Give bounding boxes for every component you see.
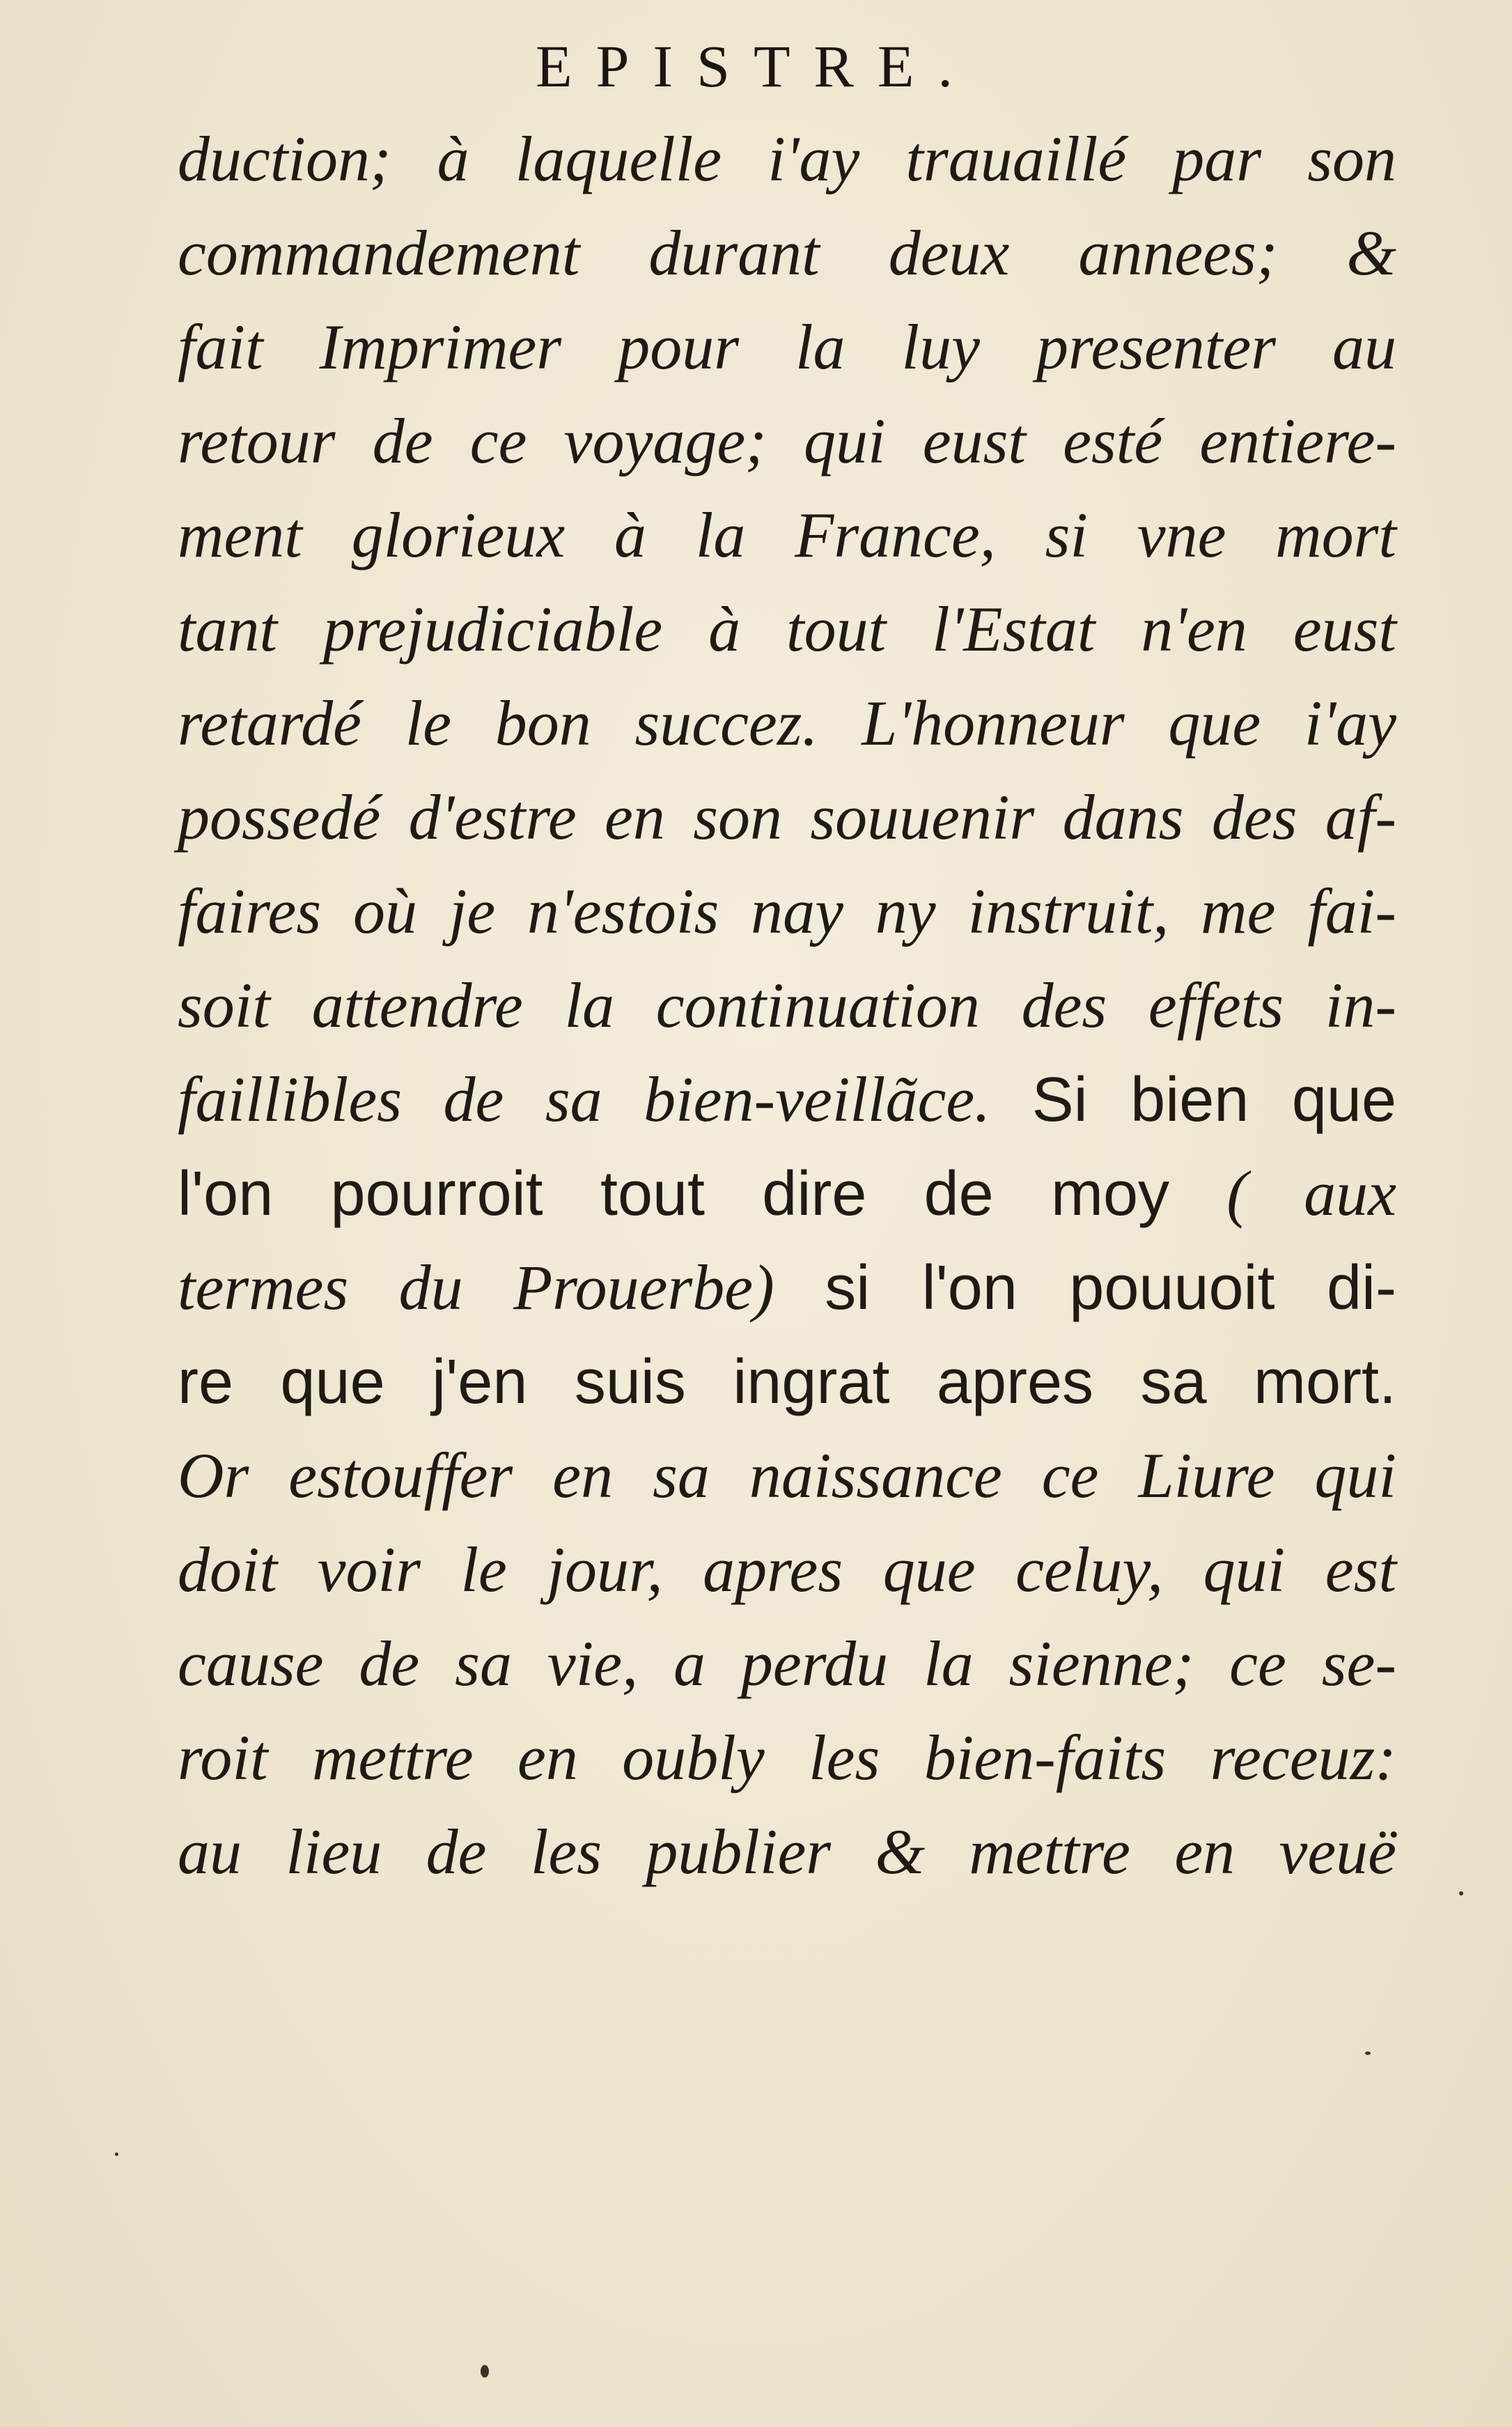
text-line bbox=[178, 394, 1396, 488]
italic-text-segment: duction; à laquelle i'ay trauaillé par son bbox=[178, 123, 1396, 194]
text-line bbox=[178, 1710, 1396, 1804]
italic-text-segment: doit voir le jour, apres que celuy, qui est bbox=[178, 1534, 1396, 1605]
text-line bbox=[178, 300, 1396, 394]
text-line bbox=[178, 1428, 1396, 1522]
page-text-block bbox=[178, 111, 1396, 1898]
italic-text-segment: soit attendre la continuation des effets in- bbox=[178, 970, 1396, 1041]
roman-text-segment: Si bien que bbox=[1031, 1065, 1396, 1135]
italic-text-segment: retour de ce voyage; qui eust esté entiere- bbox=[178, 405, 1396, 476]
text-line bbox=[178, 582, 1396, 676]
italic-text-segment: cause de sa vie, a perdu la sienne; ce se- bbox=[178, 1628, 1396, 1699]
italic-text-segment: retardé le bon succez. L'honneur que i'ay bbox=[178, 688, 1396, 759]
roman-text-segment: l'on pourroit tout dire de moy bbox=[178, 1159, 1227, 1229]
italic-text-segment: commandement durant deux annees; & bbox=[178, 217, 1396, 288]
text-line bbox=[178, 1804, 1396, 1898]
italic-text-segment: faires où je n'estois nay ny instruit, me fai- bbox=[178, 876, 1396, 947]
text-line bbox=[178, 864, 1396, 958]
italic-text-segment: roit mettre en oubly les bien-faits receuz: bbox=[178, 1722, 1396, 1793]
text-line bbox=[178, 1052, 1396, 1146]
running-head: EPISTRE. bbox=[536, 33, 976, 100]
text-line bbox=[178, 111, 1396, 206]
italic-text-segment: ment glorieux à la France, si vne mort bbox=[178, 499, 1396, 571]
italic-text-segment: faillibles de sa bien-veillãce. bbox=[178, 1064, 1032, 1135]
text-line bbox=[178, 1240, 1396, 1334]
italic-text-segment: Or estouffer en sa naissance ce Liure qui bbox=[178, 1440, 1396, 1511]
text-line bbox=[178, 488, 1396, 582]
text-line bbox=[178, 1616, 1396, 1710]
roman-text-segment: re que j'en suis ingrat apres sa mort. bbox=[178, 1347, 1396, 1417]
text-line bbox=[178, 958, 1396, 1052]
roman-text-segment: si l'on pouuoit di- bbox=[825, 1253, 1396, 1323]
text-line bbox=[178, 1334, 1396, 1428]
italic-text-segment: ( aux bbox=[1226, 1158, 1396, 1229]
text-line bbox=[178, 676, 1396, 770]
text-line bbox=[178, 1522, 1396, 1616]
italic-text-segment: possedé d'estre en son souuenir dans des af- bbox=[178, 782, 1396, 853]
italic-text-segment: au lieu de les publier & mettre en veuë bbox=[178, 1816, 1396, 1887]
italic-text-segment: fait Imprimer pour la luy presenter au bbox=[178, 311, 1396, 382]
italic-text-segment: tant prejudiciable à tout l'Estat n'en eust bbox=[178, 594, 1396, 665]
text-line bbox=[178, 1146, 1396, 1240]
italic-text-segment: termes du Prouerbe) bbox=[178, 1252, 825, 1323]
text-line bbox=[178, 206, 1396, 300]
text-line bbox=[178, 770, 1396, 864]
